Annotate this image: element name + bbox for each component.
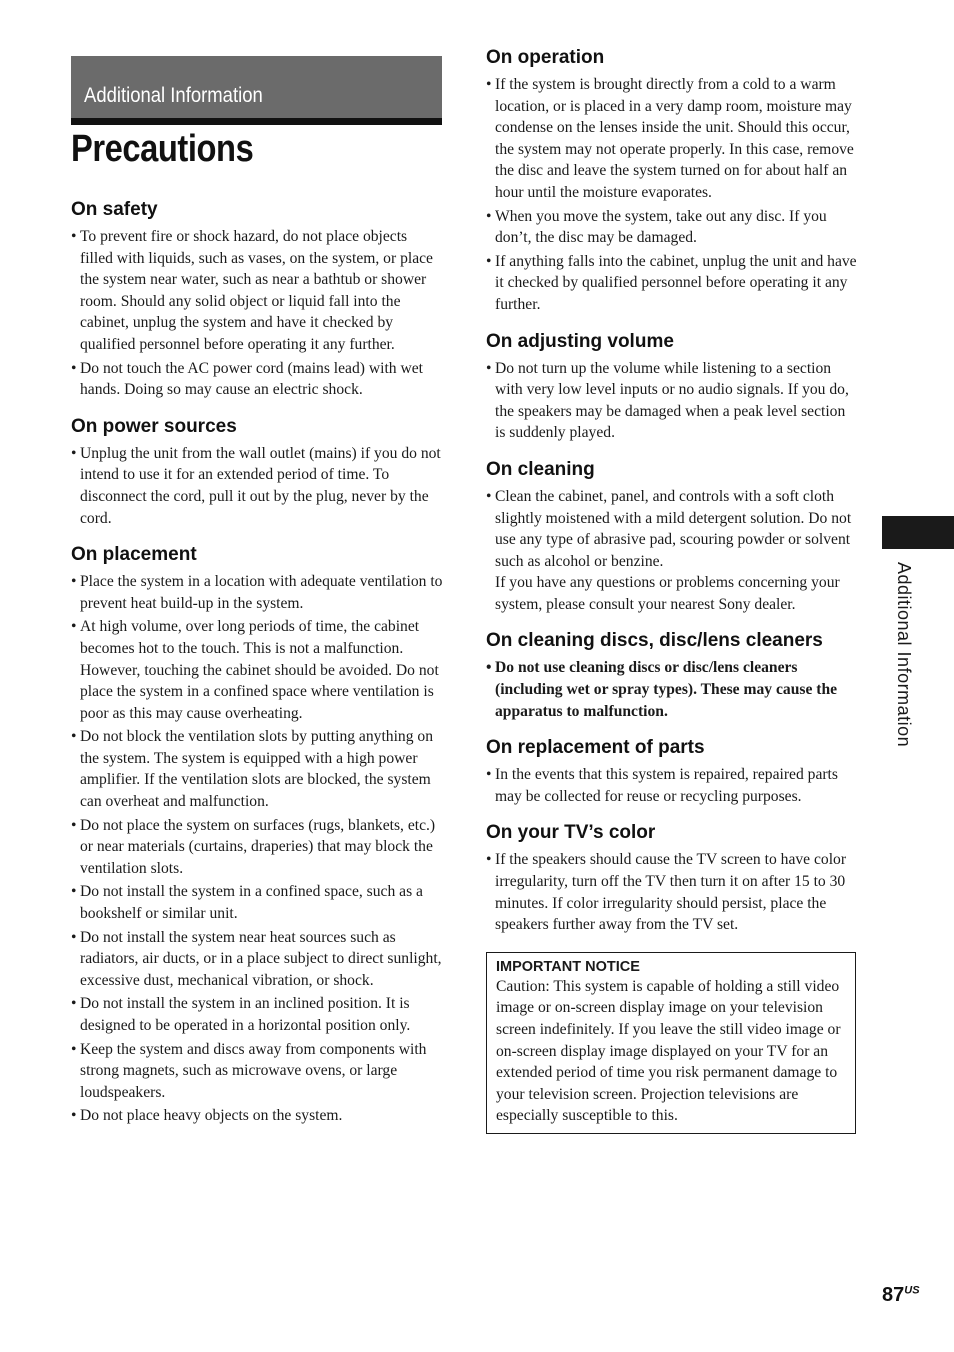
bullet-item	[486, 74, 858, 204]
bullet-text: Do not touch the AC power cord (mains lead) with wet hands. Doing so may cause an electric shock.	[80, 359, 423, 399]
section-heading: On your TV’s color	[486, 822, 656, 844]
section	[486, 627, 858, 722]
bullet-item	[486, 657, 858, 722]
bullet-item	[71, 993, 443, 1036]
section	[486, 819, 858, 935]
bullet-continuation: If you have any questions or problems concerning your system, please consult your nearest Sony dealer.	[495, 574, 840, 613]
bullet-text: Do not install the system in a confined space, such as a bookshelf or similar unit.	[80, 883, 423, 923]
section-heading: On placement	[71, 544, 197, 566]
bullet-item	[71, 881, 443, 924]
right-column-sections	[486, 44, 858, 936]
bullet-text: To prevent fire or shock hazard, do not place objects filled with liquids, such as vases, on the system, or place the system near water, such as near a bathtub or shower room. Should any solid object or liquid fall into the cabinet, unplug the system and have it checked by qualified personnel before operating it any further.	[80, 228, 433, 353]
section	[71, 413, 443, 529]
bullet-item	[486, 764, 858, 807]
bullet-item	[71, 1105, 443, 1127]
section	[486, 44, 858, 316]
bullet-text: If anything falls into the cabinet, unplug the unit and have it checked by qualified personnel before operating it any further.	[495, 252, 857, 313]
section-heading: On operation	[486, 47, 605, 68]
section-banner	[71, 56, 442, 125]
bullet-item	[486, 358, 858, 444]
bullet-item	[71, 358, 443, 401]
bullet-text: Keep the system and discs away from components with strong magnets, such as microwave ovens, or large loudspeakers.	[80, 1040, 427, 1101]
chapter-tab-marker	[882, 516, 954, 549]
bullet-text: Do not place the system on surfaces (rugs, blankets, etc.) or near materials (curtains, draperies) that may block the ventilation slots.	[80, 816, 436, 877]
section-heading: On safety	[71, 199, 158, 220]
bullet-list	[486, 74, 858, 316]
bullet-text: Do not place heavy objects on the system.	[80, 1107, 343, 1125]
bullet-item	[71, 1039, 443, 1104]
section	[71, 196, 443, 401]
bullet-item	[71, 726, 443, 812]
page-region-code: US	[904, 1284, 920, 1297]
page-number	[882, 1284, 920, 1307]
bullet-list	[486, 764, 858, 807]
bullet-item	[71, 616, 443, 724]
bullet-text: Do not block the ventilation slots by putting anything on the system. The system is equipped with a high power amplifier. If the ventilation slots are blocked, the system can overheat and malfunction.	[80, 728, 433, 811]
bullet-item	[486, 486, 858, 616]
bullet-list	[486, 849, 858, 935]
bullet-text: If the speakers should cause the TV screen to have color irregularity, turn off the TV then turn it on after 15 to 30 minutes. If color irregularity should persist, place the speakers further away from the TV set.	[495, 851, 847, 934]
notice-body: Caution: This system is capable of holding a still video image or on-screen display image on your television screen indefinitely. If you leave the still video image or on-screen display image displayed on your TV for an extended period of time you risk permanent damage to your television screen. Projection televisions are especially susceptible to this.	[496, 977, 841, 1125]
bullet-item	[71, 571, 443, 614]
bullet-item	[486, 849, 858, 935]
section-banner-label: Additional Information	[84, 84, 263, 107]
section	[486, 328, 858, 444]
section	[486, 456, 858, 616]
section-heading: On cleaning	[486, 458, 595, 480]
bullet-list	[71, 226, 443, 401]
section-heading: On cleaning discs, disc/lens cleaners	[486, 630, 823, 652]
notice-title: IMPORTANT NOTICE	[496, 958, 640, 975]
bullet-item	[486, 251, 858, 316]
bullet-item	[71, 226, 443, 356]
bullet-list	[486, 486, 858, 616]
bullet-text: Unplug the unit from the wall outlet (mains) if you do not intend to use it for an extended period of time. To disconnect the cord, pull it out by the plug, never by the cord.	[80, 444, 441, 527]
section-heading: On replacement of parts	[486, 737, 705, 759]
bullet-text: When you move the system, take out any disc. If you don’t, the disc may be damaged.	[495, 207, 827, 247]
bullet-text: At high volume, over long periods of time, the cabinet becomes hot to the touch. This is not a malfunction. However, touching the cabinet should be avoided. Do not place the system in a confined space where ventilation is poor as this may cause overheating.	[80, 618, 439, 722]
right-column	[486, 44, 858, 1134]
bullet-text: Do not install the system in an inclined position. It is designed to be operated in a horizontal position only.	[80, 995, 411, 1034]
bullet-item	[71, 443, 443, 529]
bullet-item	[486, 206, 858, 249]
bullet-list	[486, 657, 858, 722]
important-notice-box	[486, 952, 856, 1134]
bullet-item	[71, 815, 443, 880]
bullet-list	[71, 443, 443, 529]
bullet-text: If the system is brought directly from a cold to a warm location, or is placed in a very damp room, moisture may condense on the lenses inside the unit. Should this occur, the system may not operate properly. In this case, remove the disc and leave the system turned on for about half an hour until the moisture evaporates.	[495, 76, 854, 201]
bullet-text: Clean the cabinet, panel, and controls with a soft cloth slightly moistened with a mild detergent solution. Do not use any type of abrasive pad, scouring powder or solvent such as alcohol or benzine.	[495, 487, 852, 570]
bullet-text: Place the system in a location with adequate ventilation to prevent heat build-up in the system.	[80, 573, 443, 612]
bullet-list	[486, 358, 858, 444]
section-heading: On adjusting volume	[486, 330, 674, 352]
chapter-tab-label: Additional Information	[894, 562, 914, 748]
bullet-text: In the events that this system is repaired, repaired parts may be collected for reuse or recycling purposes.	[495, 766, 838, 805]
section	[71, 541, 443, 1127]
bullet-list	[71, 571, 443, 1127]
bullet-text: Do not use cleaning discs or disc/lens cleaners (including wet or spray types). These may cause the apparatus to malfunction.	[495, 659, 838, 720]
bullet-text: Do not turn up the volume while listening to a section with very low level inputs or no audio signals. If you do, the speakers may be damaged when a peak level section is suddenly played.	[495, 359, 849, 442]
page-number-value: 87	[882, 1284, 905, 1306]
bullet-text: Do not install the system near heat sources such as radiators, air ducts, or in a place subject to direct sunlight, excessive dust, mechanical vibration, or shock.	[80, 928, 442, 989]
section	[486, 734, 858, 807]
left-column	[71, 196, 443, 1139]
page-title: Precautions	[71, 128, 254, 170]
section-heading: On power sources	[71, 415, 237, 437]
bullet-item	[71, 927, 443, 992]
